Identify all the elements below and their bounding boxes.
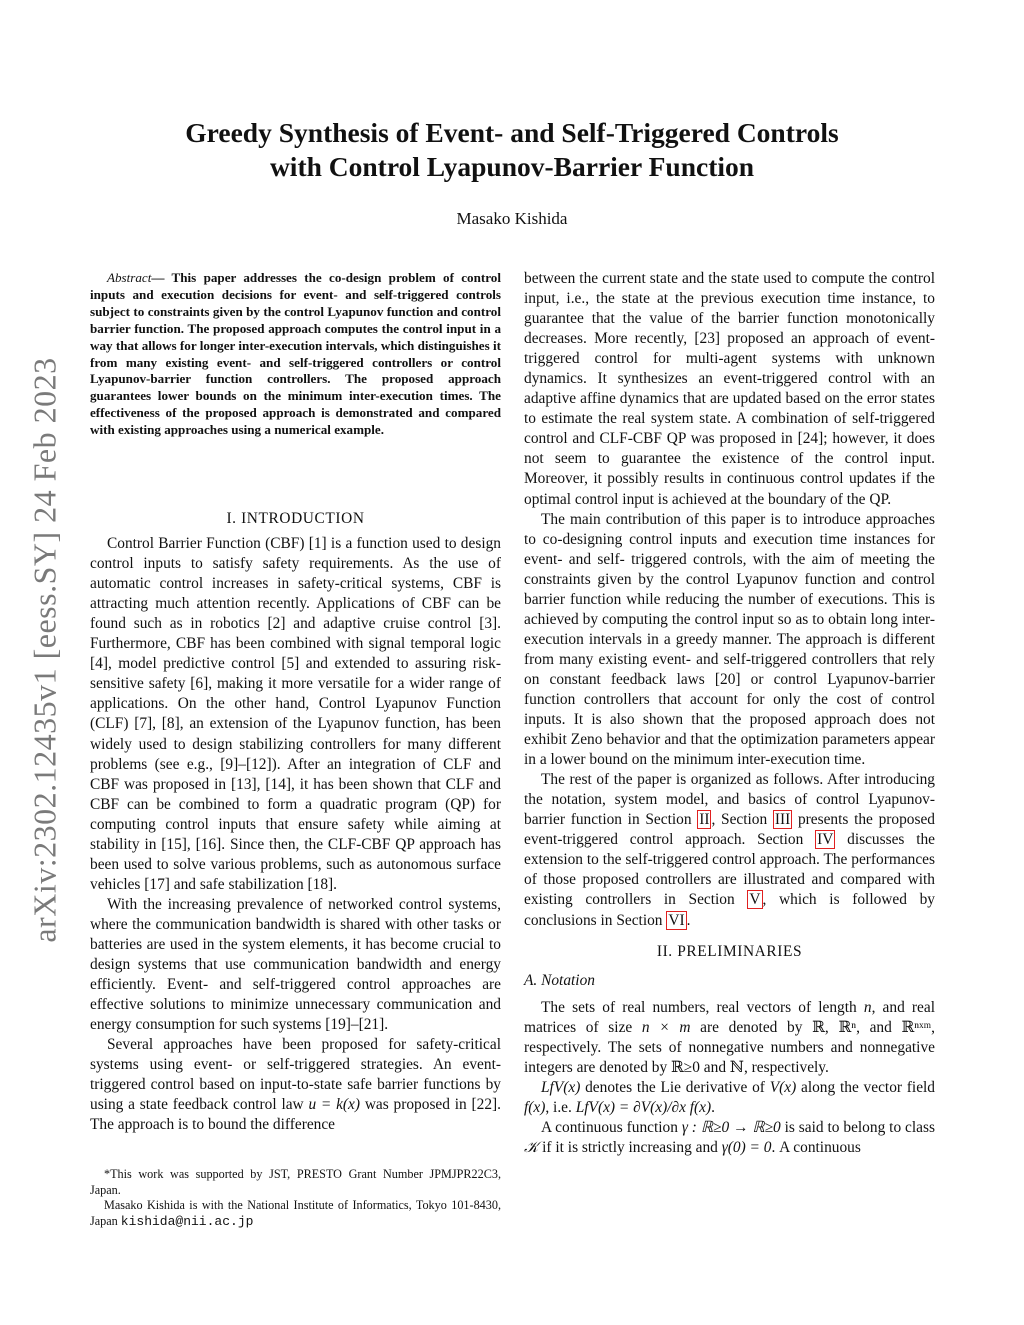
np2-lfv: LfV(x) xyxy=(541,1078,581,1096)
section-ref-iii-link[interactable]: III xyxy=(774,811,791,829)
intro-paragraph-3 xyxy=(90,1035,501,1135)
section-ref-vi-link[interactable]: VI xyxy=(668,911,685,929)
control-law-math: u = k(x) xyxy=(308,1096,361,1114)
paper-title xyxy=(100,116,924,184)
abstract-label: Abstract xyxy=(107,270,152,285)
notation-paragraph-3 xyxy=(524,1118,935,1158)
np3-t3: if it is strictly increasing and xyxy=(538,1138,722,1156)
np1-t7: , respectively. xyxy=(743,1058,829,1076)
subsection-a-heading: A. Notation xyxy=(524,971,595,989)
np2-t3: , i.e. xyxy=(545,1098,576,1116)
abstract-text: This paper addresses the co-design problem of control inputs and execution decisions for event- and self-triggered controls subject to constraints given by the control Lyapunov function and control barrier function. The proposed approach computes the control input in a way that allows for longer inter-execution intervals, which distinguishes it from many existing event- and self-triggered controllers or control Lyapunov-barrier function controllers. The proposed approach guarantees lower bounds on the minimum inter-execution times. The effectiveness of the proposed approach is demonstrated and compared with existing approaches using a numerical example. xyxy=(90,270,501,438)
np1-R: ℝ xyxy=(812,1018,825,1036)
notation-paragraph-2 xyxy=(524,1078,935,1118)
np1-t4: , and xyxy=(856,1018,902,1036)
footnotes xyxy=(90,1167,501,1229)
section-1-heading: I. INTRODUCTION xyxy=(226,510,365,527)
intro-paragraph-2: With the increasing prevalence of networked control systems, where the communication bandwidth is shared with other tasks or batteries are used in the system elements, it has become crucial to design systems that use communication bandwidth and energy efficiently. Event- and self-triggered control approaches are effective solutions to minimize unnecessary communication and energy consumption for such systems [19]–[21]. xyxy=(90,895,501,1034)
org-text-2: , Section xyxy=(711,811,773,829)
right-column xyxy=(524,269,935,1158)
np2-t1: denotes the Lie derivative of xyxy=(580,1078,770,1096)
lie-derivative-equation: LfV(x) = ∂V(x)/∂x f(x) xyxy=(575,1098,712,1116)
np1-t1: The sets of real numbers, real vectors of length xyxy=(541,998,864,1016)
affiliation-text: Masako Kishida is with the National Institute of Informatics, Tokyo 101-8430, Japan xyxy=(90,1198,501,1228)
np3-t1: A continuous function xyxy=(541,1118,682,1136)
title-line-2: with Control Lyapunov-Barrier Function xyxy=(269,151,755,182)
np1-t6: and xyxy=(699,1058,730,1076)
np1-N: ℕ xyxy=(729,1058,744,1076)
org-text-3: presents the proposed event-triggered control approach. Section xyxy=(524,811,935,849)
np2-f: f(x) xyxy=(524,1098,546,1116)
notation-paragraph-1: The sets of real numbers, real vectors of length n, and real matrices of size n × m are denoted by ℝ, ℝⁿ, and ℝⁿˣᵐ, respectively. The sets of nonnegative numbers and nonnegative integers are denoted by ℝ≥0 and ℕ, respectively. xyxy=(524,998,935,1076)
funding-footnote: *This work was supported by JST, PRESTO Grant Number JPMJPR22C3, Japan. xyxy=(90,1167,501,1197)
np3-t2: is said to belong to class xyxy=(780,1118,935,1136)
contribution-paragraph: The main contribution of this paper is to introduce approaches to co-designing control inputs and execution time instances for event- and self- triggered controls, with the aim of meeting the constraints given by the control Lyapunov function and control barrier function while reducing the number of executions. This is achieved by computing the control input so as to obtain long inter-execution intervals in a greedy manner. The approach is different from many existing event- and self-triggered controllers that rely on constant feedback laws [20] or control Lyapunov-barrier function controllers that account for only the cost of control inputs. It is also shown that the proposed approach does not exhibit Zeno behavior and that the optimization parameters appear in a lower bound on the minimum inter-execution time. xyxy=(524,510,935,769)
affiliation-footnote xyxy=(90,1198,501,1229)
np3-g0: γ(0) = 0 xyxy=(721,1138,772,1156)
intro-paragraph-1: Control Barrier Function (CBF) [1] is a function used to design control inputs to satisfy safety requirements. As the use of automatic control increases in safety-critical systems, CBF is attracting much attention recently. Applications of CBF can be found such as in robotics [2] and adaptive cruise control [3]. Furthermore, CBF has been combined with signal temporal logic [4], model predictive control [5] and extended to assuring risk-sensitive safety [6], making it more versatile for a wider range of applications. On the other hand, Control Lyapunov Function (CLF) [7], [8], an extension of the Lyapunov function, has been widely used to design stabilizing controllers for many different problems (see e.g., [9]–[12]). After an integration of CLF and CBF was proposed in [13], [14], it has been shown that CLF and CBF can be combined to form a quadratic program (QP) for computing control inputs that ensure safety while aiming at stability in [15], [16]. Since then, the CLF-CBF QP approach has been used to solve various problems, such as autonomous surface vehicles [17] and safe stabilization [18]. xyxy=(90,535,501,893)
organization-paragraph xyxy=(524,770,935,930)
section-2-heading: II. PRELIMINARIES xyxy=(656,942,803,960)
np1-t3: are denoted by xyxy=(690,1018,813,1036)
section-ref-v-link[interactable]: V xyxy=(749,891,761,909)
np1-t2: , and real matrices of size xyxy=(524,998,935,1036)
abstract xyxy=(90,270,501,439)
np1-Rnm: ℝⁿˣᵐ xyxy=(901,1018,932,1036)
intro-paragraph-4: between the current state and the state used to compute the control input, i.e., the state at the previous execution time instance, to guarantee that the value of the barrier function monotonically decreases. More recently, [23] proposed an approach of event-triggered control for multi-agent systems with unknown dynamics. It synthesizes an event-triggered control with an adaptive affine dynamics that are updated based on the error states to estimate the real system state. A combination of self-triggered control and CLF-CBF QP was proposed in [24]; however, it does not seem to guarantee the existence of the control input. Moreover, it possibly results in continuous control updates if the optimal control input is achieved at the boundary of the QP. xyxy=(524,270,935,508)
np1-t5: , respectively. The sets of nonnegative numbers and nonnegative integers are denoted by xyxy=(524,1018,935,1076)
intro-p3-text-b: was proposed in [22]. The approach is to bound the difference xyxy=(90,1096,501,1134)
author-email-link[interactable]: kishida@nii.ac.jp xyxy=(120,1213,254,1229)
section-ref-ii-link[interactable]: II xyxy=(699,811,710,829)
abstract-dash: — xyxy=(151,270,165,285)
section-ref-iv-link[interactable]: IV xyxy=(817,831,834,849)
np2-t2: along the vector field xyxy=(796,1078,935,1096)
np1-nm: n × m xyxy=(641,1018,691,1036)
title-line-1: Greedy Synthesis of Event- and Self-Triggered Controls xyxy=(185,117,839,148)
np3-t4: . A continuous xyxy=(771,1138,861,1156)
np2-t4: . xyxy=(711,1098,715,1116)
np3-gamma: γ : ℝ≥0 → ℝ≥0 xyxy=(681,1118,781,1136)
org-text-5: , which is followed by conclusions in Section xyxy=(524,891,936,929)
np1-Rn: ℝⁿ xyxy=(838,1018,857,1036)
org-text-6: . xyxy=(686,911,691,929)
arxiv-stamp: arXiv:2302.12435v1 [eess.SY] 24 Feb 2023 xyxy=(26,357,63,943)
arxiv-sidebar xyxy=(22,340,68,960)
np1-n: n xyxy=(863,998,872,1016)
np2-v: V(x) xyxy=(769,1078,797,1096)
np1-Rge: ℝ≥0 xyxy=(671,1058,700,1076)
left-column xyxy=(90,509,501,1135)
intro-p3-text-a: Several approaches have been proposed for safety-critical systems using event- or self-triggered strategies. An event-triggered control based on input-to-state safe barrier functions by using a state feedback control law xyxy=(90,1036,501,1114)
np3-K: 𝒦 xyxy=(524,1138,539,1156)
author: Masako Kishida xyxy=(456,209,568,228)
org-text-4: discusses the extension to the self-triggered control approach. The performances of those proposed controllers are illustrated and compared with existing controllers in Section xyxy=(524,831,935,909)
org-text-1: The rest of the paper is organized as follows. After introducing the notation, system model, and basics of control Lyapunov-barrier function in Section xyxy=(524,771,935,829)
